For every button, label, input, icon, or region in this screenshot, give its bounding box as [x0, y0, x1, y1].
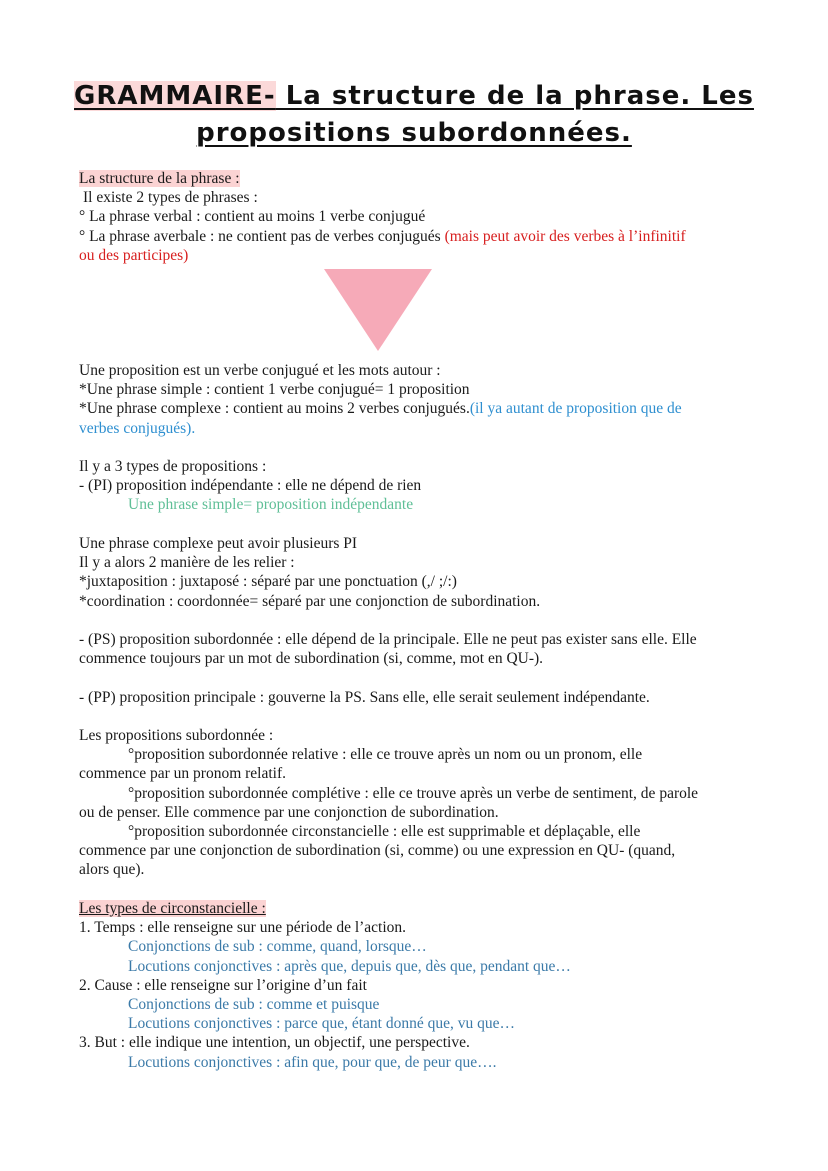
teal-note: Une phrase simple= proposition indépendante: [128, 496, 414, 514]
highlighted-heading: La structure de la phrase :: [79, 170, 240, 187]
page-title: [60, 78, 768, 152]
section-complex: [79, 534, 759, 611]
text-line: 3. But : elle indique une intention, un objectif, une perspective.: [79, 1034, 470, 1052]
title-topic: La structure de la phrase. Les: [275, 81, 754, 111]
text-line: Une phrase complexe peut avoir plusieurs PI: [79, 535, 358, 552]
text-line: °proposition subordonnée relative : elle ce trouve après un nom ou un pronom, elle: [128, 746, 643, 764]
text-line: [79, 227, 759, 246]
title-topic-continued: propositions subordonnées.: [196, 118, 632, 148]
steel-note: Locutions conjonctives : parce que, étant donné que, vu que…: [128, 1015, 515, 1033]
section-ps: [79, 630, 759, 668]
text-line: Les propositions subordonnée :: [79, 727, 274, 744]
section-proposition: [79, 361, 759, 438]
down-triangle-icon: [324, 269, 432, 351]
text-line: commence par un pronom relatif.: [79, 765, 287, 783]
title-grammaire: GRAMMAIRE-: [74, 81, 276, 111]
text-span: *Une phrase complexe : contient au moins 2 verbes conjugués.: [79, 400, 470, 418]
text-line: commence toujours par un mot de subordination (si, comme, mot en QU-).: [79, 650, 544, 668]
section-circonstancielle: [79, 899, 759, 1072]
text-line: °proposition subordonnée complétive : elle ce trouve après un verbe de sentiment, de parole: [128, 784, 699, 802]
text-line: °proposition subordonnée circonstancielle : elle est supprimable et déplaçable, elle: [128, 823, 641, 841]
text-line: 2. Cause : elle renseigne sur l’origine d’un fait: [79, 976, 367, 994]
section-structure: [79, 169, 759, 265]
blue-note: (il ya autant de proposition que de: [469, 400, 682, 418]
steel-note: Locutions conjonctives : après que, depuis que, dès que, pendant que…: [128, 957, 571, 975]
text-line: *Une phrase simple : contient 1 verbe conjugué= 1 proposition: [79, 381, 470, 399]
title-line-2: [60, 115, 768, 152]
text-line: Il y a alors 2 manière de les relier :: [79, 554, 295, 572]
steel-note: Conjonctions de sub : comme, quand, lorsque…: [128, 938, 427, 956]
text-line: ou de penser. Elle commence par une conjonction de subordination.: [79, 803, 499, 821]
text-line: - (PI) proposition indépendante : elle ne dépend de rien: [79, 477, 422, 495]
highlighted-heading: Les types de circonstancielle :: [79, 900, 266, 917]
text-line: commence par une conjonction de subordination (si, comme) ou une expression en QU- (quand,: [79, 842, 676, 860]
section-heading: [79, 899, 759, 918]
text-line: [79, 399, 759, 418]
text-line: 1. Temps : elle renseigne sur une période de l’action.: [79, 919, 407, 937]
steel-note: Conjonctions de sub : comme et puisque: [128, 996, 380, 1014]
title-line-1: [60, 78, 768, 115]
text-line: - (PS) proposition subordonnée : elle dépend de la principale. Elle ne peut pas exister sans elle. Elle: [79, 631, 697, 648]
section-heading: [79, 169, 759, 188]
text-line: Il existe 2 types de phrases :: [83, 189, 258, 207]
section-subordinates: [79, 726, 759, 880]
text-line: Il y a 3 types de propositions :: [79, 458, 267, 475]
section-types: [79, 457, 759, 515]
section-pp: [79, 688, 759, 707]
text-line: - (PP) proposition principale : gouverne la PS. Sans elle, elle serait seulement indépendante.: [79, 689, 650, 706]
text-line: alors que).: [79, 861, 145, 879]
text-line: *coordination : coordonnée= séparé par une conjonction de subordination.: [79, 592, 541, 610]
blue-note: verbes conjugués).: [79, 419, 196, 437]
red-note: ou des participes): [79, 246, 189, 264]
text-span: ° La phrase averbale : ne contient pas de verbes conjugués: [79, 227, 445, 245]
red-note: (mais peut avoir des verbes à l’infinitif: [444, 227, 686, 245]
steel-note: Locutions conjonctives : afin que, pour que, de peur que….: [128, 1053, 497, 1071]
text-line: *juxtaposition : juxtaposé : séparé par une ponctuation (,/ ;/:): [79, 573, 457, 591]
text-line: ° La phrase verbal : contient au moins 1 verbe conjugué: [79, 208, 426, 226]
text-line: Une proposition est un verbe conjugué et les mots autour :: [79, 362, 441, 379]
